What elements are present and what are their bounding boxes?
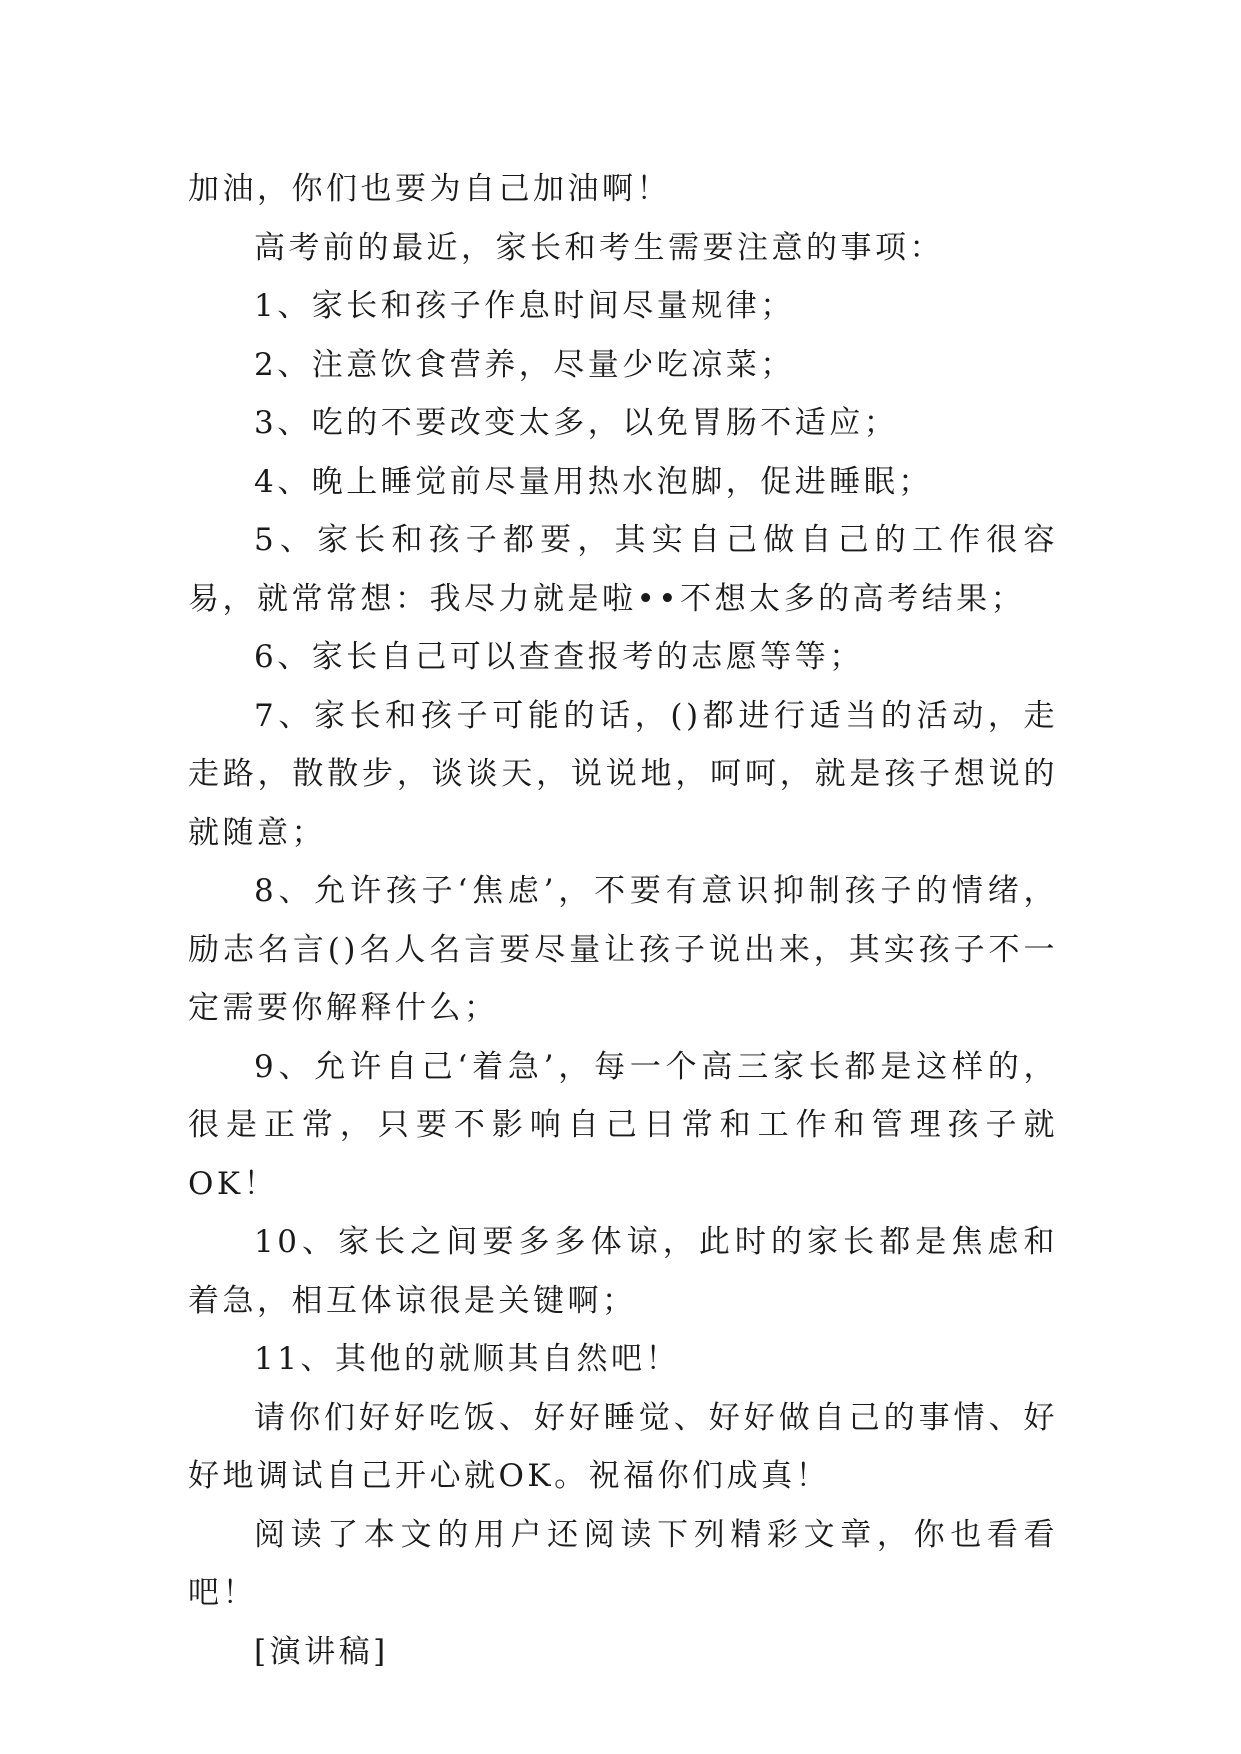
list-item-6: 6、家长自己可以查查报考的志愿等等；: [254, 639, 864, 675]
document-page: [188, 160, 1058, 1681]
list-item-2: 2、注意饮食营养，尽量少吃凉菜；: [254, 346, 795, 383]
paragraph-blessing: 请你们好好吃饭、好好睡觉、好好做自己的事情、好好地调试自己开心就OK。祝福你们成真！: [188, 1399, 1058, 1494]
paragraph-intro: 加油，你们也要为自己加油啊！: [188, 171, 671, 207]
list-item-5: 5、家长和孩子都要，其实自己做自己的工作很容易，就常常想：我尽力就是啦••不想太多的高考结果；: [188, 522, 1058, 617]
related-article-link[interactable]: [演讲稿]: [254, 1633, 389, 1670]
list-item-3: 3、吃的不要改变太多，以免胃肠不适应；: [254, 405, 899, 441]
list-item-7: 7、家长和孩子可能的话，()都进行适当的活动，走走路，散散步，谈谈天，说说地，呵呵，就是孩子想说的就随意；: [188, 697, 1058, 851]
list-item-4: 4、晚上睡觉前尽量用热水泡脚，促进睡眠；: [254, 463, 933, 500]
list-item-8: 8、允许孩子‘焦虑’，不要有意识抑制孩子的情绪，励志名言()名人名言要尽量让孩子说出来，其实孩子不一定需要你解释什么；: [188, 873, 1058, 1026]
list-item-10: 10、家长之间要多多体谅，此时的家长都是焦虑和着急，相互体谅很是关键啊；: [188, 1224, 1058, 1319]
paragraph-heading: 高考前的最近，家长和考生需要注意的事项：: [254, 229, 944, 266]
paragraph-related-reading: 阅读了本文的用户还阅读下列精彩文章，你也看看吧！: [188, 1516, 1058, 1611]
list-item-11: 11、其他的就顺其自然吧！: [254, 1341, 680, 1377]
list-item-9: 9、允许自己‘着急’，每一个高三家长都是这样的，很是正常，只要不影响自己日常和工作和管理孩子就OK！: [188, 1048, 1058, 1202]
list-item-1: 1、家长和孩子作息时间尽量规律；: [254, 288, 795, 324]
